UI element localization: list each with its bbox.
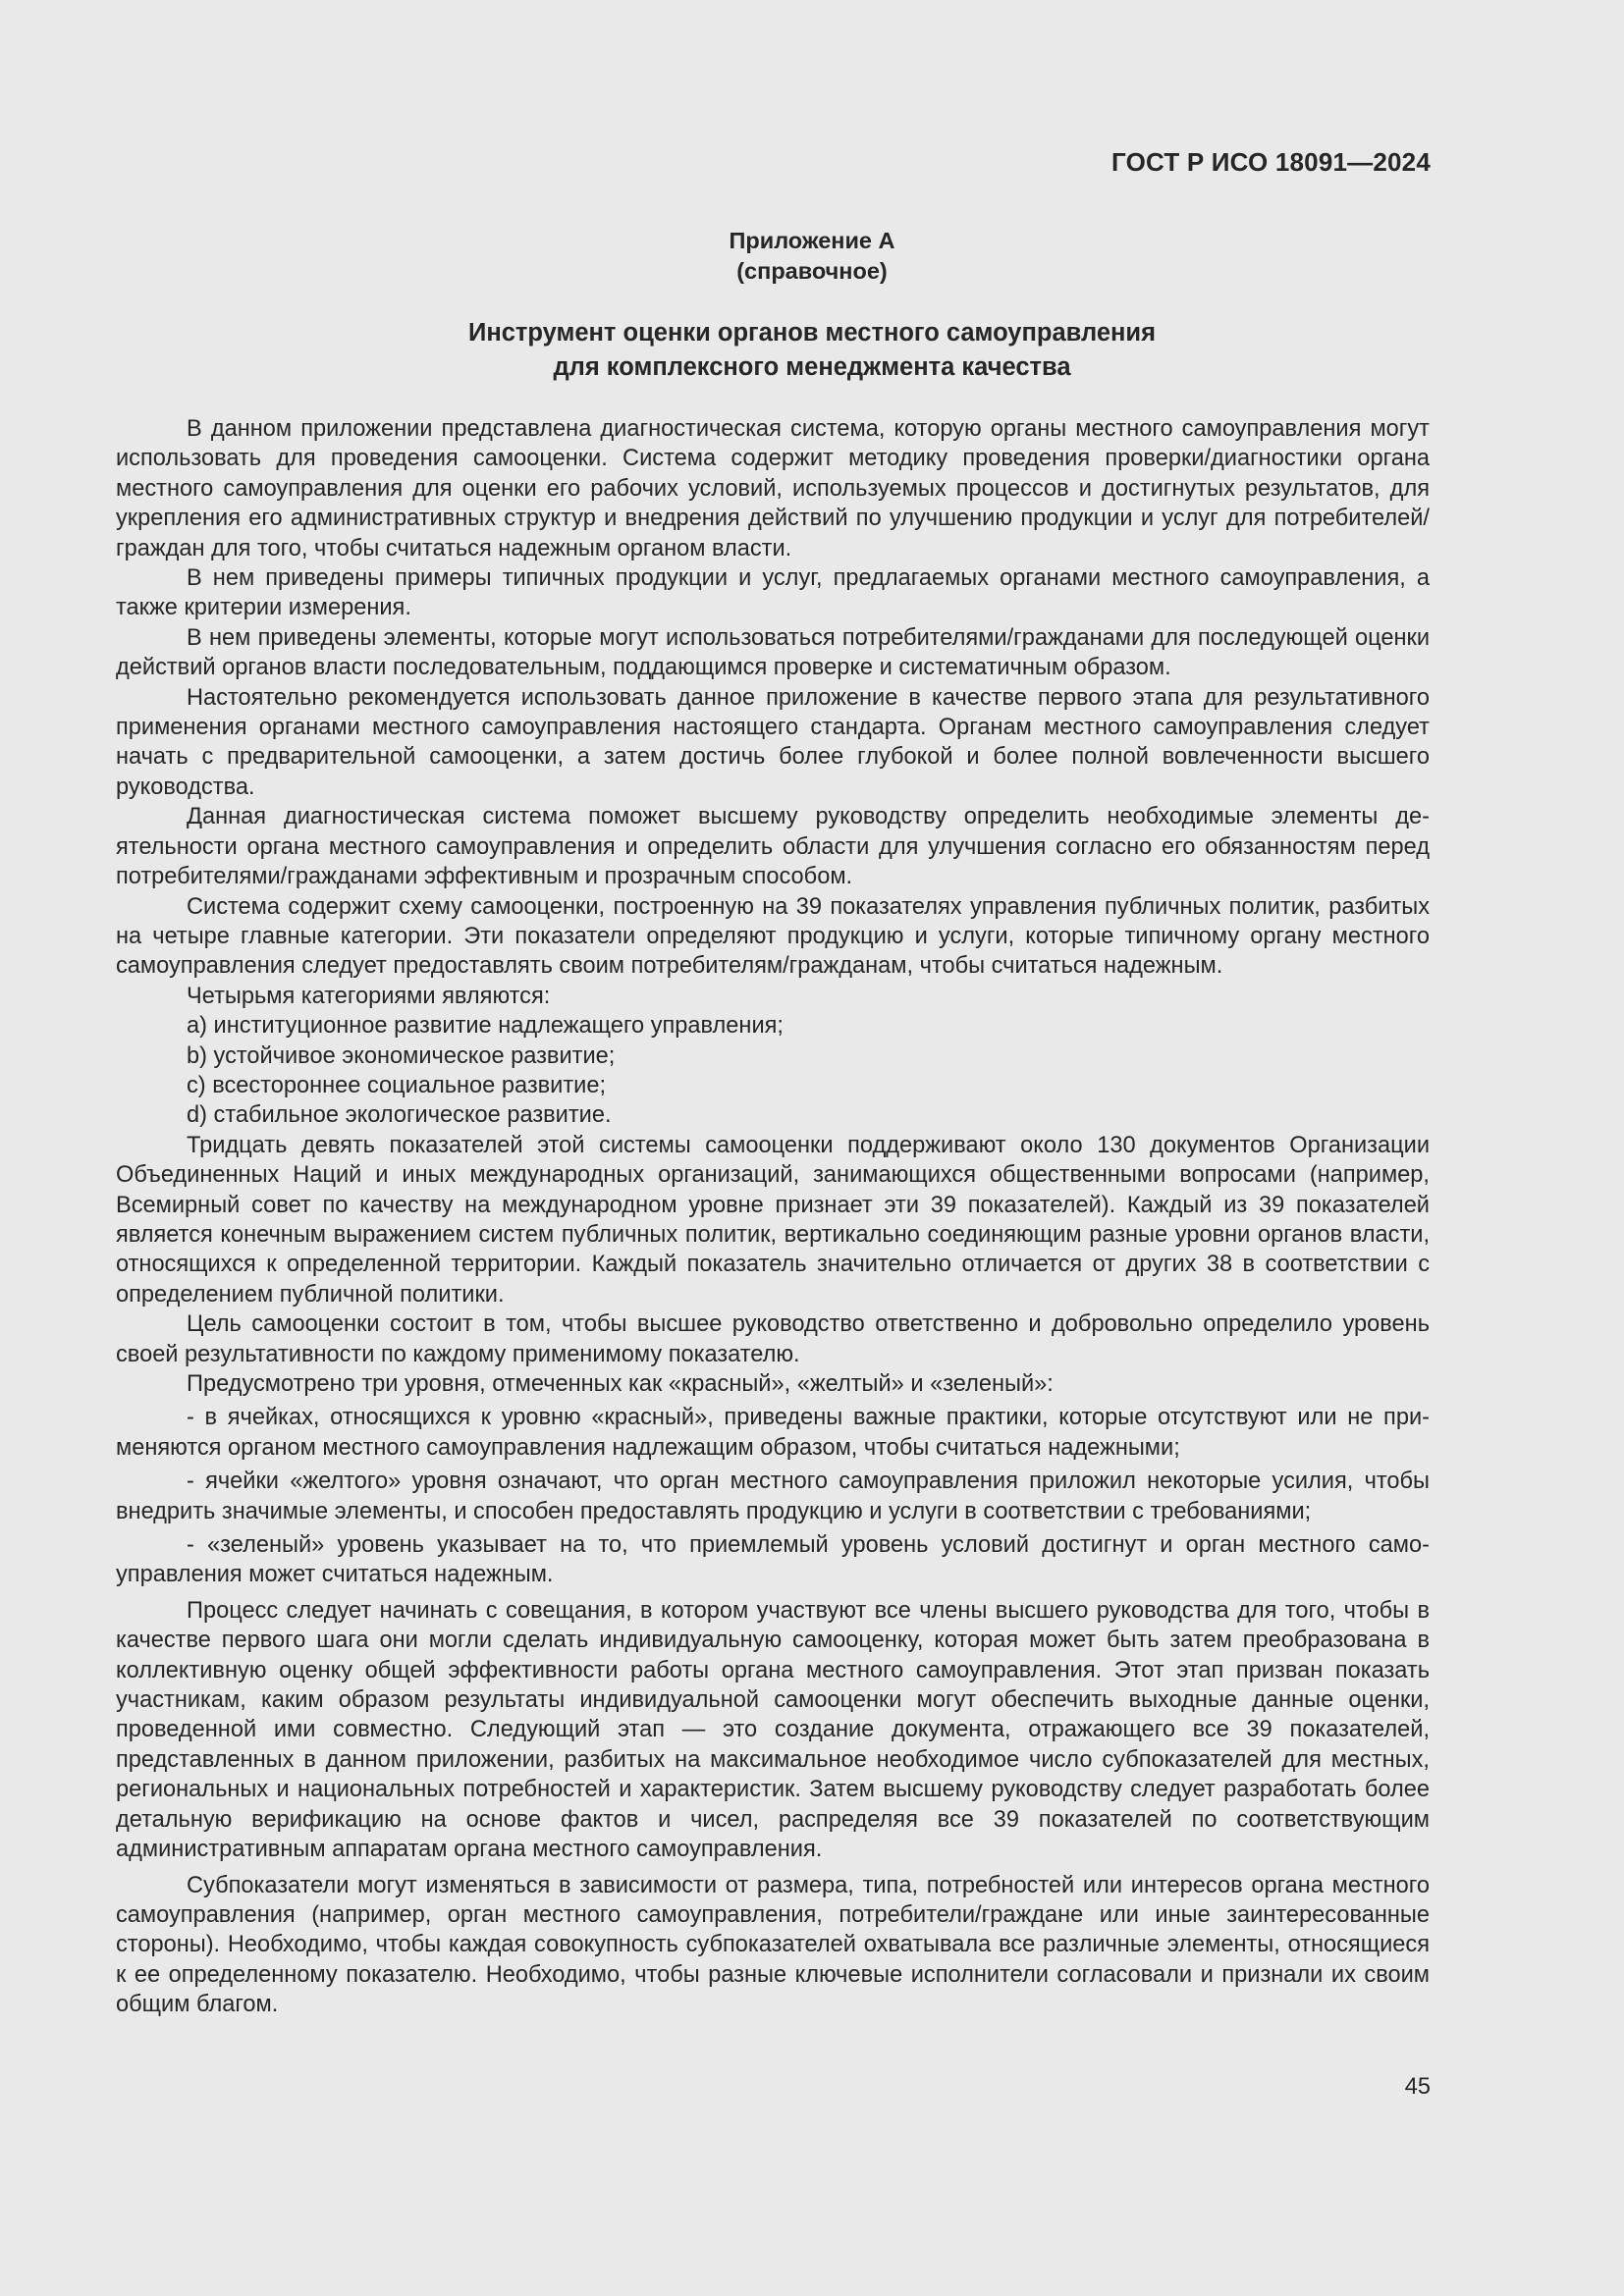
level-item: - «зеленый» уровень указывает на то, что приемлемый уровень условий достигнут и орган местного самоуправления может считаться надежным. [116, 1532, 1430, 1588]
paragraph: Настоятельно рекомендуется использовать данное приложение в качестве первого этапа для результативного применения органами местного самоуправления настоящего стандарта. Органам местного самоуправления следует начать с предварительной самооценки, а затем достичь более глубокой и более полной вовлеченности высшего руководства. [116, 684, 1430, 800]
level-item: - в ячейках, относящихся к уровню «красный», приведены важные практики, которые отсутствуют или не применяются органом местного самоуправления надлежащим образом, чтобы считаться надежными; [116, 1405, 1430, 1461]
heading-line-2: для комплексного менеджмента качества [553, 353, 1071, 381]
paragraph: Цель самооценки состоит в том, чтобы высшее руководство ответственно и добровольно определило уровень своей результативности по каждому применимому показателю. [116, 1311, 1430, 1367]
category-item: b) устойчивое экономическое развитие; [187, 1042, 616, 1069]
document-code: ГОСТ Р ИСО 18091—2024 [1110, 147, 1431, 177]
category-item: c) всестороннее социальное развитие; [187, 1072, 607, 1098]
paragraph: Данная диагностическая система поможет высшему руководству определить необходимые элементы деятельности органа местного самоуправления и определить области для улучшения согласно его обязанностям перед потребителями/гражданами эффективным и прозрачным способом. [116, 804, 1430, 890]
paragraph: Система содержит схему самооценки, построенную на 39 показателях управления публичных политик, разбитых на четыре главные категории. Эти показатели определяют продукцию и услуги, которые типичному органу местного самоуправления следует предоставлять своим потребителям/гражданам, чтобы считаться надежным. [116, 893, 1430, 980]
paragraph: Процесс следует начинать с совещания, в котором участвуют все члены высшего руководства для того, чтобы в качестве первого шага они могли сделать индивидуальную самооценку, которая может быть затем преобразована в коллективную оценку общей эффективности работы органа местного самоуправления. Этот этап призван показать участникам, каким образом результаты индивидуальной самооценки могут обеспечить выходные данные оценки, проведенной ими совместно. Следующий этап — это создание документа, отражающего все 39 показателей, представленных в данном приложении, разбитых на максимальное необходимое число субпоказателей для местных, региональных и национальных потребностей и характеристик. Затем высшему руководству следует разработать более детальную верификацию на основе фактов и чисел, распределяя все 39 показателей по соответствующим административным аппаратам органа местного самоуправления. [116, 1597, 1430, 1863]
paragraph: Тридцать девять показателей этой системы самооценки поддерживают около 130 документов Организации Объединенных Наций и иных международных организаций, занимающихся общественными вопросами (например, Всемирный совет по качеству на международном уровне признает эти 39 показателей). Каждый из 39 показателей является конечным выражением систем публичных политик, вертикально соединяющим разные уровни органов власти, относящихся к определенной территории. Каждый показатель значительно отличается от других 38 в соответствии с определением публичной политики. [116, 1132, 1430, 1308]
annex-type: (справочное) [736, 258, 888, 284]
paragraph: В данном приложении представлена диагностическая система, которую органы местного самоуправления могут использовать для проведения самооценки. Система содержит методику проведения проверки/диагностики органа местного самоуправления для оценки его рабочих условий, используемых процессов и достигнутых результатов, для укрепления его административных структур и внедрения действий по улучшению продукции и услуг для потребителей/граждан для того, чтобы считаться надежным органом власти. [116, 416, 1430, 561]
paragraph: Субпоказатели могут изменяться в зависимости от размера, типа, потребностей или интересов органа местного самоуправления (например, орган местного самоуправления, потребители/граждане или иные заинтересованные стороны). Необходимо, чтобы каждая совокупность субпоказателей охватывала все различные элементы, относящиеся к ее определенному показателю. Необходимо, чтобы разные ключевые исполнители согласовали и признали их своим общим благом. [116, 1872, 1430, 2018]
section-heading [0, 316, 1624, 385]
heading-line-1: Инструмент оценки органов местного самоуправления [468, 319, 1156, 347]
paragraph: Четырьмя категориями являются: [187, 983, 551, 1009]
paragraph: В нем приведены элементы, которые могут использоваться потребителями/гражданами для последующей оценки действий органов власти последовательным, поддающимся проверке и систематичным образом. [116, 624, 1430, 681]
category-item: d) стабильное экологическое развитие. [187, 1102, 612, 1129]
paragraph: В нем приведены примеры типичных продукции и услуг, предлагаемых органами местного самоуправления, а также критерии измерения. [116, 565, 1430, 621]
page-number: 45 [1404, 2074, 1431, 2100]
body-text [116, 414, 1430, 2020]
level-item: - ячейки «желтого» уровня означают, что орган местного самоуправления приложил некоторые усилия, чтобы внедрить значимые элементы, и способен предоставлять продукцию и услуги в соответствии с требованиями; [116, 1468, 1430, 1524]
paragraph: Предусмотрено три уровня, отмеченных как «красный», «желтый» и «зеленый»: [187, 1371, 1054, 1397]
annex-label: Приложение А [729, 228, 895, 253]
annex-title [0, 226, 1624, 287]
category-item: a) институционное развитие надлежащего управления; [187, 1013, 784, 1040]
